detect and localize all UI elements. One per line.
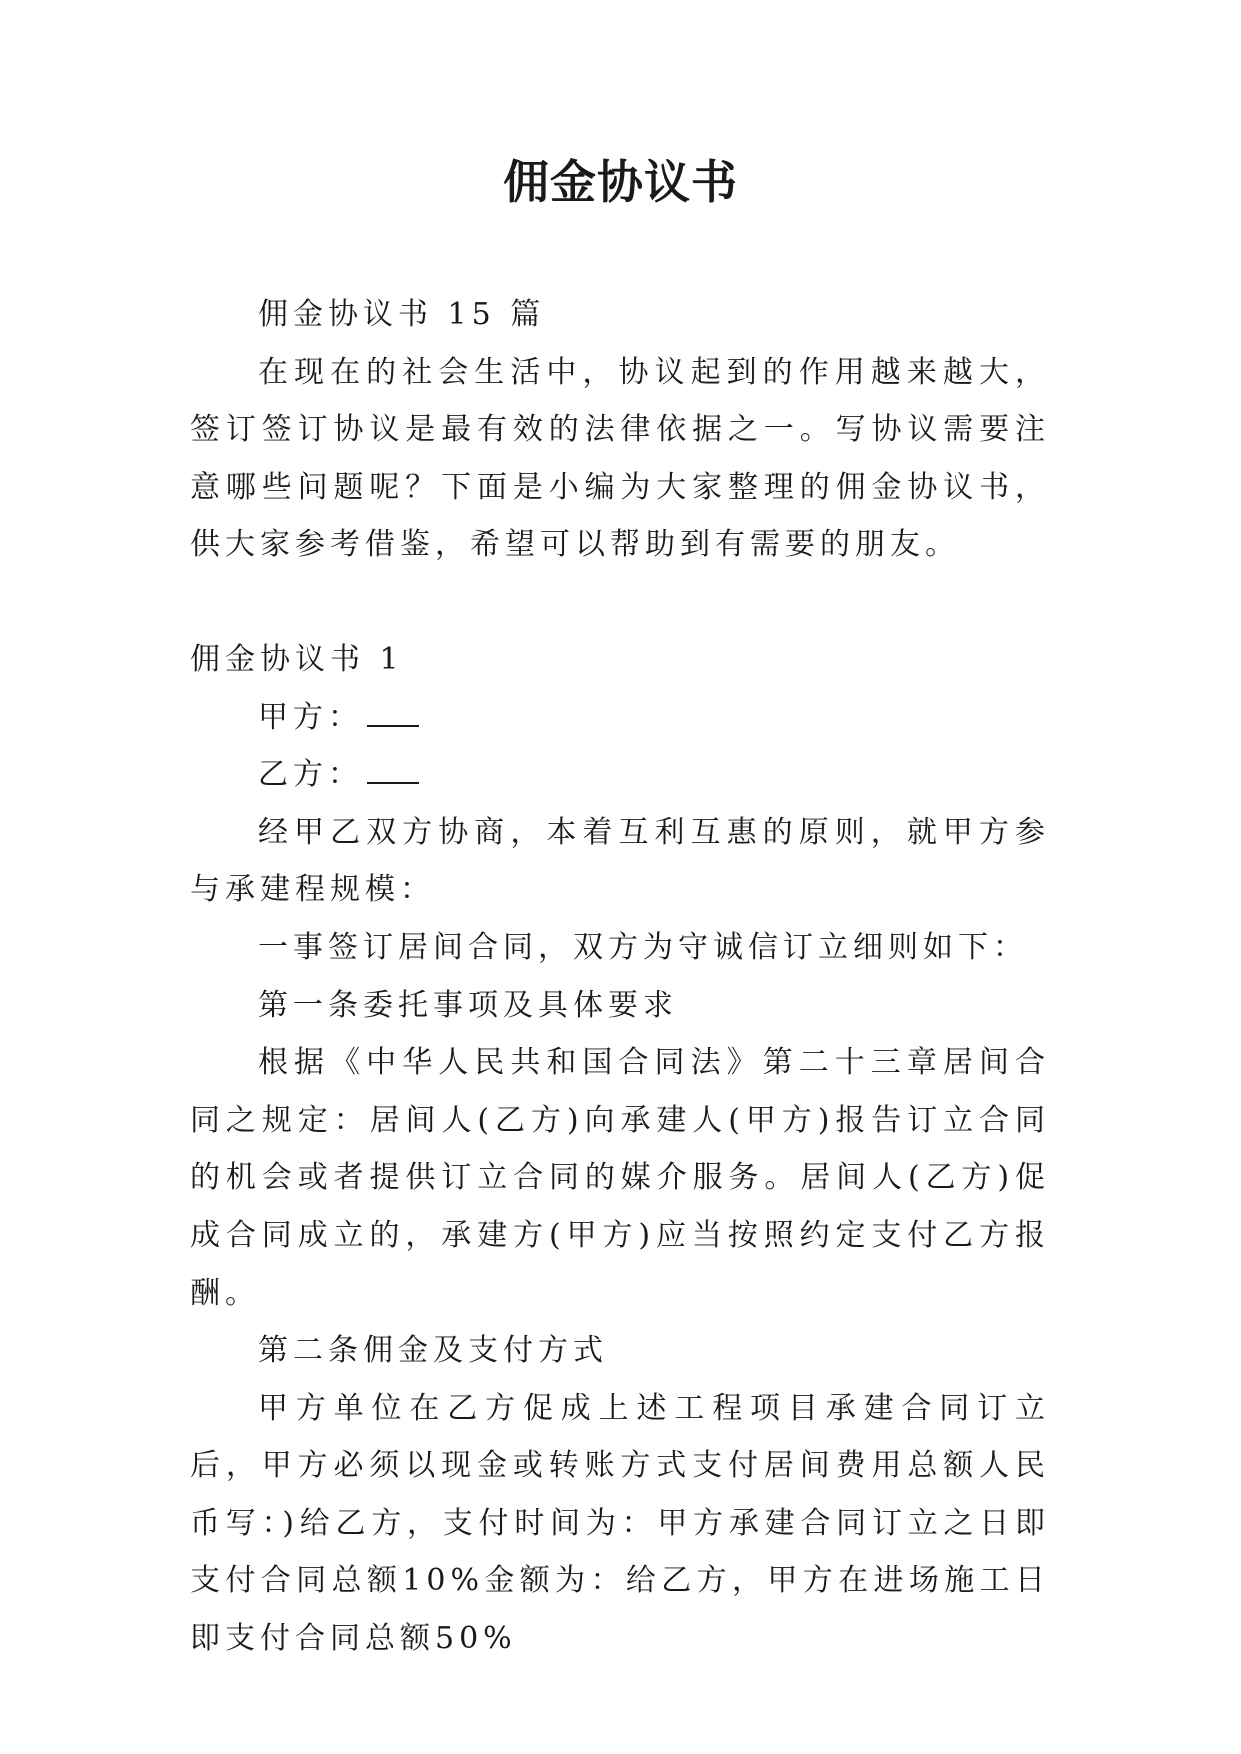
party-b-label: 乙方： <box>258 757 363 793</box>
article-1-body: 根据《中华人民共和国合同法》第二十三章居间合同之规定：居间人(乙方)向承建人(甲方)报告订立合同的机会或者提供订立合同的媒介服务。居间人(乙方)促成合同成立的，承建方(甲方)应当按照约定支付乙方报酬。 <box>190 1045 1050 1311</box>
intro-heading: 佣金协议书 15 篇 <box>258 297 546 332</box>
document-title: 佣金协议书 <box>503 155 738 209</box>
article-1-heading: 第一条委托事项及具体要求 <box>258 987 678 1023</box>
article-2-heading: 第二条佣金及支付方式 <box>258 1333 608 1369</box>
section-gap <box>190 574 1050 631</box>
party-b-blank <box>367 760 419 784</box>
paragraph-contract: 一事签订居间合同，双方为守诚信订立细则如下： <box>258 929 1028 965</box>
party-b-line <box>190 746 1050 804</box>
paragraph-negotiation: 经甲乙双方协商，本着互利互惠的原则，就甲方参与承建程规模： <box>190 814 1050 908</box>
article-2-body: 甲方单位在乙方促成上述工程项目承建合同订立后，甲方必须以现金或转账方式支付居间费用总额人民币写：)给乙方，支付时间为：甲方承建合同订立之日即支付合同总额10%金额为：给乙方，甲方在进场施工日即支付合同总额50% <box>190 1390 1050 1657</box>
party-a-label: 甲方： <box>258 699 363 735</box>
document-body <box>190 286 1050 1668</box>
intro-paragraph: 在现在的社会生活中，协议起到的作用越来越大，签订签订协议是最有效的法律依据之一。写协议需要注意哪些问题呢？下面是小编为大家整理的佣金协议书，供大家参考借鉴，希望可以帮助到有需要的朋友。 <box>190 354 1050 563</box>
section-heading: 佣金协议书 1 <box>190 641 404 677</box>
party-a-blank <box>367 703 419 727</box>
party-a-line <box>190 689 1050 747</box>
